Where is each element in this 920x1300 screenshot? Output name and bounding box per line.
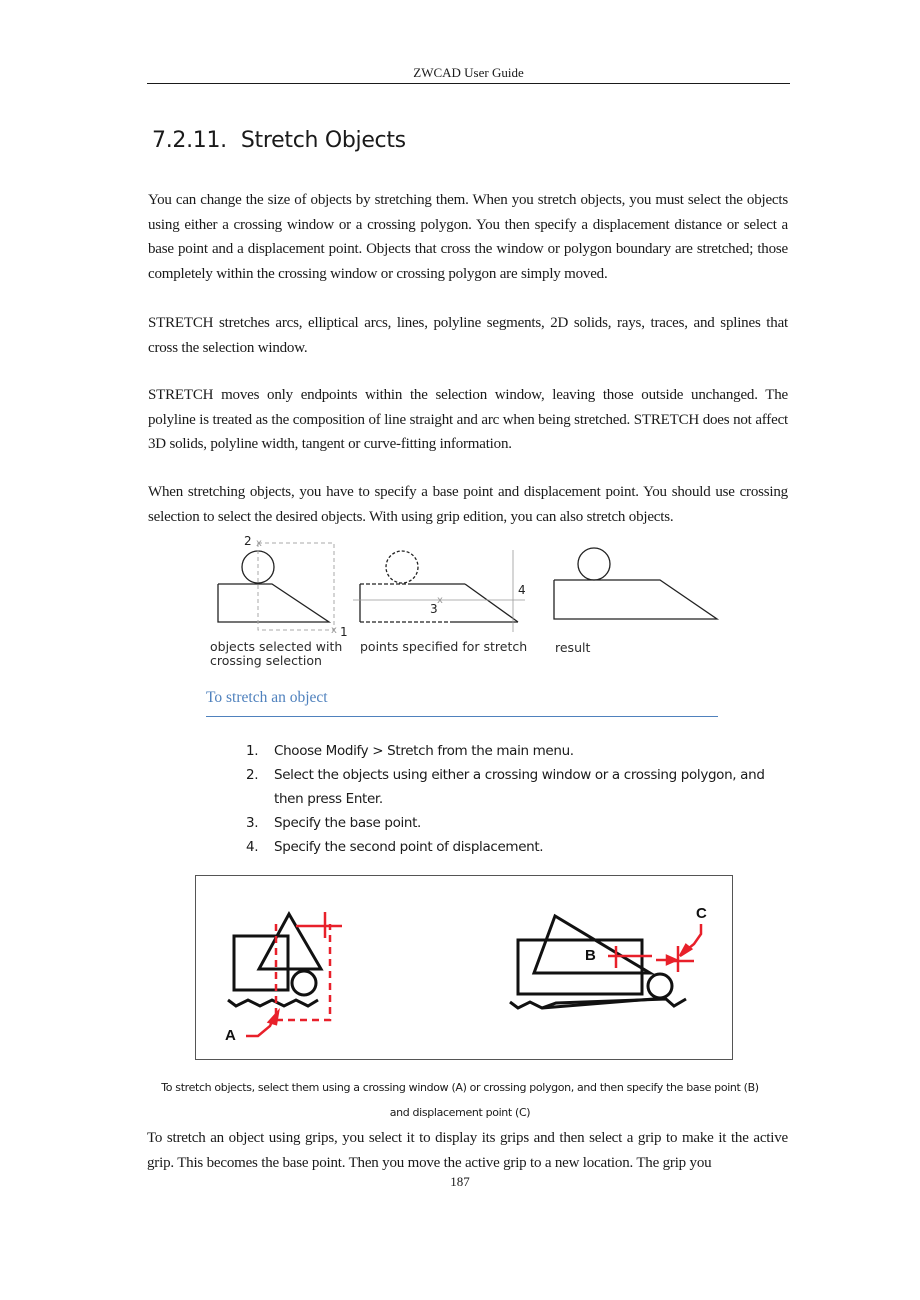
- step-text: Specify the base point.: [274, 815, 422, 831]
- paragraph-stretch-endpoints: STRETCH moves only endpoints within the selection window, leaving those outside unchanged. The polyline is treated as the composition of line straight and arc when being stretched. STRETCH does not affect 3D solids, polyline width, tangent or curve-fitting information.: [148, 387, 788, 452]
- svg-text:x: x: [437, 595, 443, 606]
- procedure-steps: [246, 739, 791, 859]
- svg-text:B: B: [585, 947, 596, 964]
- caption-line: crossing selection: [210, 653, 322, 668]
- svg-text:2: 2: [244, 534, 252, 548]
- step-number: 3.: [246, 815, 259, 831]
- paragraph-grips: To stretch an object using grips, you select it to display its grips and then select a grip to make it the active grip. This becomes the base point. Then you move the active grip to a new location. The grip you: [147, 1130, 788, 1171]
- paragraph-intro: You can change the size of objects by stretching them. When you stretch objects, you must select the objects using either a crossing window or a crossing polygon. You then specify a displacement distance or select a base point and a displacement point. Objects that cross the window or polygon boundary are stretched; those completely within the crossing window or crossing polygon are simply moved.: [148, 192, 788, 282]
- caption-result: result: [555, 640, 591, 655]
- svg-text:x: x: [331, 625, 337, 636]
- step-text: Choose Modify > Stretch from the main menu.: [274, 743, 574, 759]
- step-item: [246, 763, 791, 811]
- step-text: Select the objects using either a crossing window or a crossing polygon, and then press Enter.: [274, 767, 765, 807]
- panel-result: [554, 548, 717, 619]
- svg-text:3: 3: [430, 602, 438, 616]
- section-title-text: Stretch Objects: [240, 128, 406, 153]
- svg-text:4: 4: [518, 583, 526, 597]
- caption-crossing-selection: [210, 640, 342, 668]
- svg-text:C: C: [696, 905, 707, 922]
- page-header: ZWCAD User Guide: [147, 64, 790, 84]
- svg-text:x: x: [256, 538, 262, 549]
- svg-text:1: 1: [340, 625, 348, 639]
- figure-caption-line-2: and displacement point (C): [389, 1106, 531, 1119]
- figure-caption-line-1: To stretch objects, select them using a crossing window (A) or crossing polygon, and then specify the base point (B): [161, 1081, 759, 1094]
- step-number: 4.: [246, 839, 259, 855]
- page-number: 187: [450, 1174, 470, 1189]
- stretch-diagram: [200, 530, 730, 640]
- paragraph-base-point: When stretching objects, you have to specify a base point and displacement point. You should use crossing selection to select the desired objects. With using grip edition, you can also stretch objects.: [148, 484, 788, 525]
- base-point-b: [608, 924, 701, 972]
- panel-points-specified: [353, 550, 526, 632]
- section-title: [152, 128, 406, 153]
- stretch-illustration-figure: [200, 530, 730, 670]
- step-item: [246, 811, 791, 835]
- procedure-divider: [206, 716, 718, 717]
- step-item: [246, 835, 791, 859]
- step-item: [246, 739, 791, 763]
- step-number: 1.: [246, 743, 259, 759]
- crossing-window-diagram: [196, 876, 731, 1058]
- section-number: 7.2.11.: [152, 128, 227, 153]
- caption-line: objects selected with: [210, 639, 343, 654]
- paragraph-stretch-types: STRETCH stretches arcs, elliptical arcs, lines, polyline segments, 2D solids, rays, traces, and splines that cross the selection window.: [148, 315, 788, 356]
- crossing-window-figure: [195, 875, 733, 1060]
- step-number: 2.: [246, 767, 259, 783]
- step-text: Specify the second point of displacement.: [274, 839, 544, 855]
- panel-crossing-selection: [218, 534, 348, 639]
- caption-points-specified: points specified for stretch: [360, 639, 528, 654]
- after-stretch: [510, 916, 686, 1008]
- procedure-heading: To stretch an object: [206, 689, 328, 706]
- svg-text:A: A: [225, 1027, 236, 1044]
- before-stretch: [228, 914, 321, 1006]
